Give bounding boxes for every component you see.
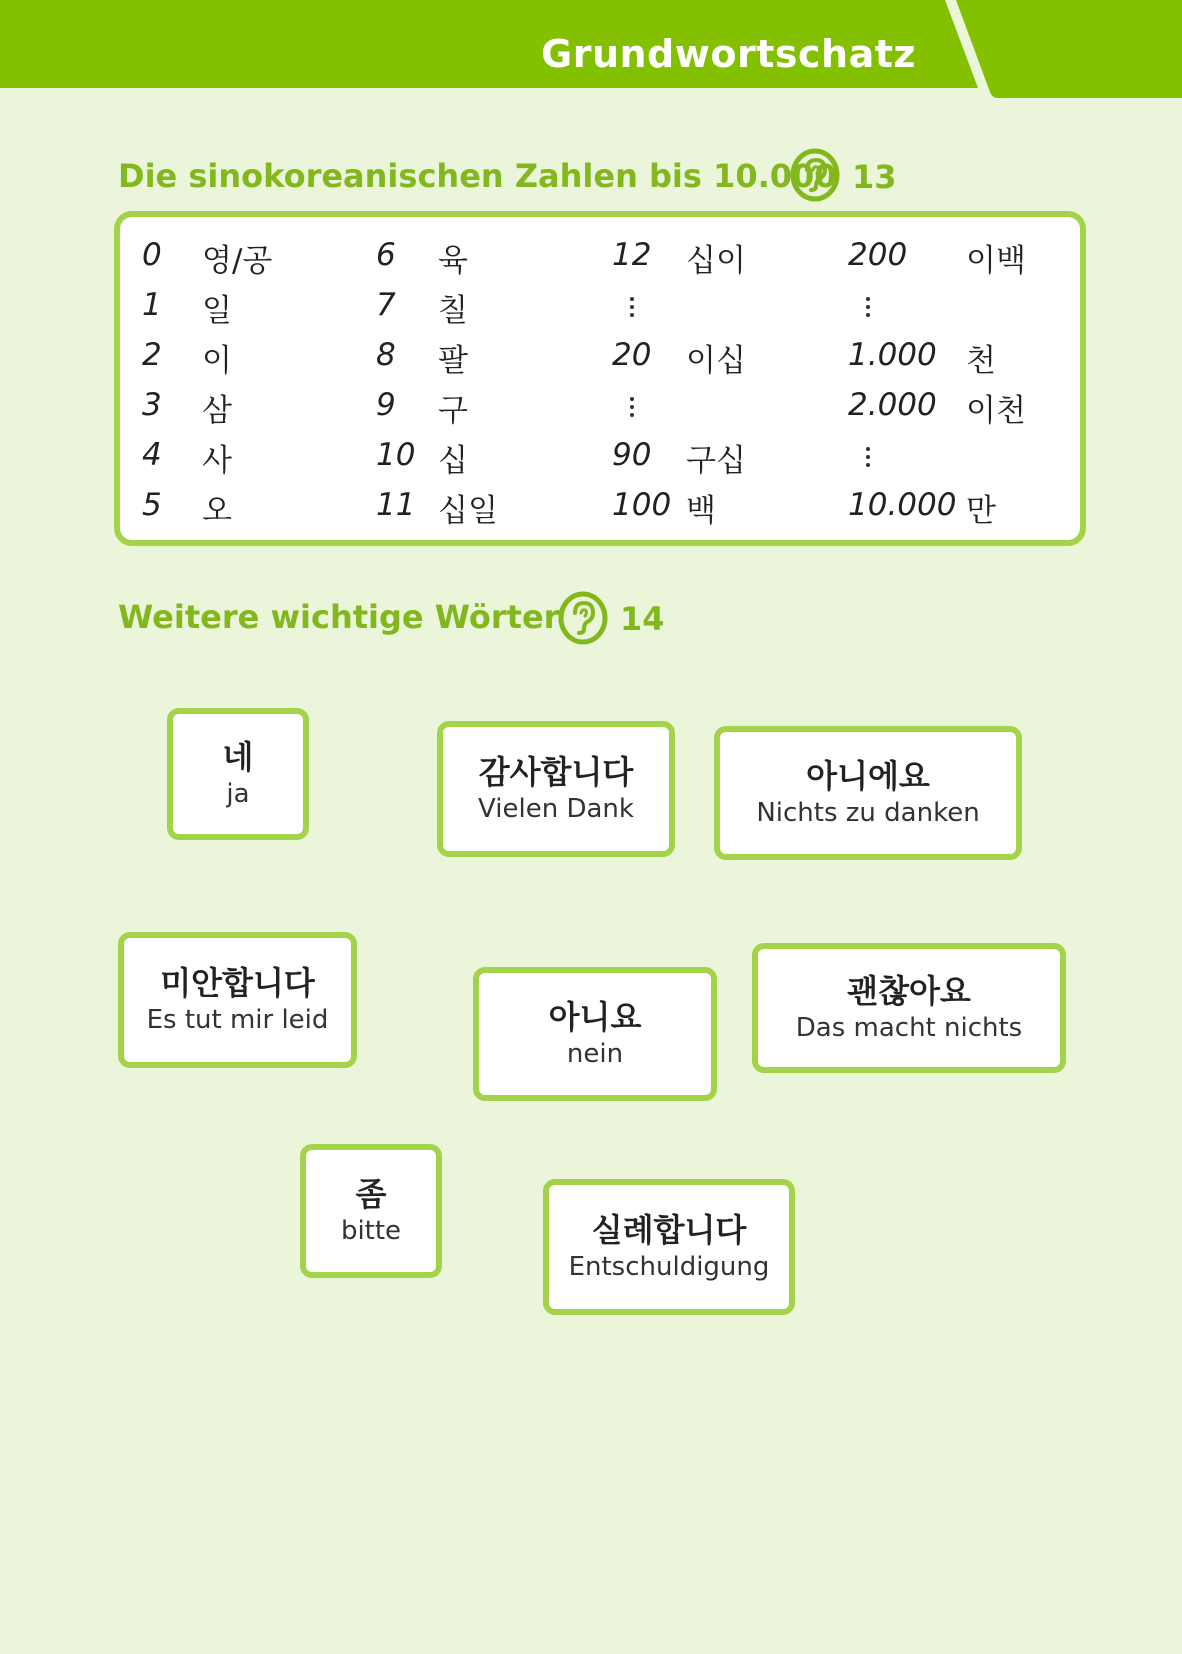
track-number-13: 13 — [852, 158, 897, 196]
word-korean: 아니요 — [548, 998, 642, 1036]
number-korean: 이천 — [966, 393, 1026, 429]
number-korean: 육 — [438, 243, 468, 279]
word-german: Es tut mir leid — [146, 1005, 329, 1035]
ellipsis-vertical — [866, 297, 870, 319]
number-digit: 20 — [612, 337, 652, 373]
word-card — [543, 1179, 795, 1315]
number-korean: 팔 — [438, 343, 468, 379]
ear-icon[interactable] — [790, 148, 840, 202]
word-korean: 아니에요 — [806, 757, 930, 795]
numbers-table — [114, 211, 1086, 546]
number-digit: 200 — [848, 237, 908, 273]
ellipsis-vertical — [866, 447, 870, 469]
track-number-14: 14 — [620, 600, 665, 638]
number-digit: 11 — [376, 487, 416, 523]
ellipsis-vertical — [630, 297, 634, 319]
number-korean: 천 — [966, 343, 996, 379]
number-digit: 5 — [142, 487, 162, 523]
number-korean: 십이 — [686, 243, 746, 279]
number-digit: 9 — [376, 387, 396, 423]
word-card — [714, 726, 1022, 860]
word-german: Nichts zu danken — [756, 798, 980, 828]
number-korean: 이십 — [686, 343, 746, 379]
number-digit: 10 — [376, 437, 416, 473]
number-digit: 6 — [376, 237, 396, 273]
number-digit: 2.000 — [848, 387, 937, 423]
number-korean: 일 — [202, 293, 232, 329]
number-korean: 사 — [202, 443, 232, 479]
number-digit: 4 — [142, 437, 162, 473]
number-digit: 0 — [142, 237, 162, 273]
number-digit: 2 — [142, 337, 162, 373]
section-title-numbers: Die sinokoreanischen Zahlen bis 10.000 — [118, 157, 837, 195]
header-banner — [0, 0, 1182, 108]
number-digit: 1.000 — [848, 337, 937, 373]
word-card — [437, 721, 675, 857]
word-korean: 좀 — [355, 1175, 387, 1213]
word-german: nein — [566, 1039, 624, 1069]
number-korean: 오 — [202, 493, 232, 529]
number-digit: 3 — [142, 387, 162, 423]
number-korean: 영/공 — [202, 243, 273, 279]
number-korean: 구십 — [686, 443, 746, 479]
ellipsis-vertical — [630, 397, 634, 419]
number-korean: 백 — [686, 493, 716, 529]
number-korean: 이백 — [966, 243, 1026, 279]
number-korean: 십일 — [438, 493, 498, 529]
number-korean: 칠 — [438, 293, 468, 329]
word-korean: 미안합니다 — [160, 964, 315, 1002]
word-german: ja — [226, 779, 250, 809]
word-german: Das macht nichts — [795, 1013, 1023, 1043]
number-korean: 이 — [202, 343, 232, 379]
word-card — [473, 967, 717, 1101]
word-korean: 네 — [222, 738, 254, 776]
number-digit: 90 — [612, 437, 652, 473]
header-title: Grundwortschatz — [541, 32, 916, 76]
word-card — [118, 932, 357, 1068]
number-digit: 12 — [612, 237, 652, 273]
word-card — [167, 708, 309, 840]
ear-icon[interactable] — [558, 591, 608, 645]
number-korean: 십 — [438, 443, 468, 479]
word-german: bitte — [340, 1216, 402, 1246]
number-digit: 1 — [142, 287, 162, 323]
word-korean: 실례합니다 — [591, 1211, 747, 1249]
number-digit: 10.000 — [848, 487, 957, 523]
number-digit: 8 — [376, 337, 396, 373]
word-korean: 감사합니다 — [478, 753, 634, 791]
section-title-words: Weitere wichtige Wörter — [118, 598, 560, 636]
number-korean: 만 — [966, 493, 996, 529]
number-korean: 구 — [438, 393, 468, 429]
word-german: Vielen Dank — [478, 794, 634, 824]
number-korean: 삼 — [202, 393, 232, 429]
word-korean: 괜찮아요 — [847, 972, 971, 1010]
number-digit: 7 — [376, 287, 396, 323]
word-card — [752, 943, 1066, 1073]
word-card — [300, 1144, 442, 1278]
number-digit: 100 — [612, 487, 672, 523]
word-german: Entschuldigung — [568, 1252, 770, 1282]
